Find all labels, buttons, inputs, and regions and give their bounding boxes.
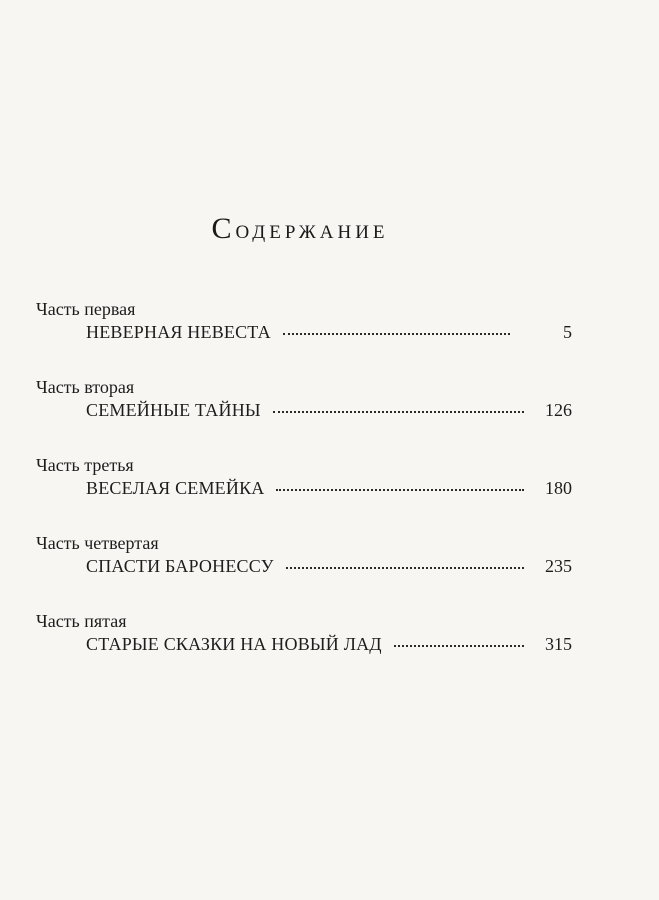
part-label: Часть третья	[36, 455, 134, 475]
entry-title: НЕВЕРНАЯ НЕВЕСТА	[86, 322, 271, 342]
toc-part-5	[36, 610, 572, 688]
toc-part-1	[36, 298, 572, 376]
toc-heading	[0, 212, 600, 246]
page-number: 5	[563, 322, 572, 342]
page-number: 126	[545, 400, 572, 420]
dot-leader	[283, 323, 510, 335]
toc-entry[interactable]	[86, 322, 572, 348]
toc-part-4	[36, 532, 572, 610]
dot-leader	[394, 635, 524, 647]
toc-part-3	[36, 454, 572, 532]
part-label: Часть пятая	[36, 611, 127, 631]
toc-entry[interactable]	[86, 556, 572, 582]
toc-part-2	[36, 376, 572, 454]
toc-entry[interactable]	[86, 478, 572, 504]
dot-leader	[273, 401, 524, 413]
page-number: 315	[545, 634, 572, 654]
dot-leader	[276, 479, 524, 491]
page-number: 180	[545, 478, 572, 498]
entry-title: СЕМЕЙНЫЕ ТАЙНЫ	[86, 400, 261, 420]
toc-entry[interactable]	[86, 400, 572, 426]
toc-entry[interactable]	[86, 634, 572, 660]
entry-title: ВЕСЕЛАЯ СЕМЕЙКА	[86, 478, 265, 498]
page-number: 235	[545, 556, 572, 576]
entry-title: СТАРЫЕ СКАЗКИ НА НОВЫЙ ЛАД	[86, 634, 382, 654]
dot-leader	[286, 557, 524, 569]
toc-heading-initial: С	[211, 212, 236, 245]
part-label: Часть вторая	[36, 377, 135, 397]
toc-list	[36, 298, 572, 688]
entry-title: СПАСТИ БАРОНЕССУ	[86, 556, 274, 576]
part-label: Часть четвертая	[36, 533, 159, 553]
toc-heading-rest: одержание	[235, 214, 389, 244]
part-label: Часть первая	[36, 299, 136, 319]
